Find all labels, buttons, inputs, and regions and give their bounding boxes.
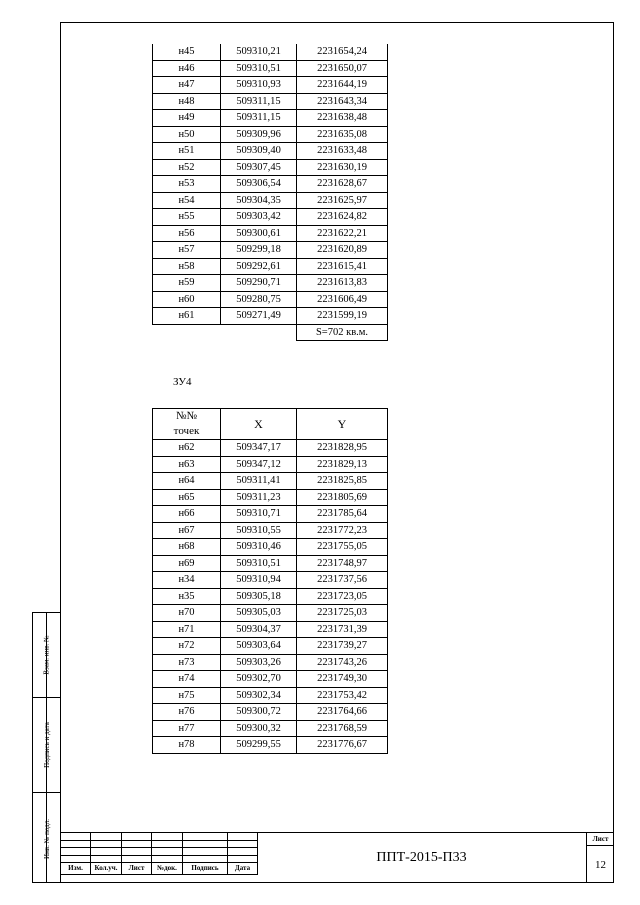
cell-point: н76	[153, 704, 221, 721]
cell-y: 2231628,67	[297, 176, 388, 193]
header-point-line2: точек	[173, 425, 200, 437]
table-row	[153, 720, 388, 737]
cell-x: 509310,93	[221, 77, 297, 94]
cell-point: н73	[153, 654, 221, 671]
cell-y: 2231644,19	[297, 77, 388, 94]
cell-x: 509300,72	[221, 704, 297, 721]
cell-x: 509290,71	[221, 275, 297, 292]
cell-y: 2231743,26	[297, 654, 388, 671]
cell-point: н45	[153, 44, 221, 60]
cell-x: 509271,49	[221, 308, 297, 325]
cell-point: н66	[153, 506, 221, 523]
cell-point: н54	[153, 192, 221, 209]
table-row	[153, 654, 388, 671]
cell-x: 509299,18	[221, 242, 297, 259]
vzam-inv-label: Взам. инв. №	[42, 635, 51, 675]
table-row	[153, 258, 388, 275]
cell-y: 2231622,21	[297, 225, 388, 242]
cell-x: 509310,46	[221, 539, 297, 556]
cell-point: н48	[153, 93, 221, 110]
table-row	[153, 77, 388, 94]
cell-y: 2231654,24	[297, 44, 388, 60]
vzam-inv-cell	[33, 613, 60, 698]
table-row	[153, 209, 388, 226]
table-row	[153, 704, 388, 721]
cell-point: н46	[153, 60, 221, 77]
cell-point: н78	[153, 737, 221, 754]
table-row	[153, 143, 388, 160]
table-row	[153, 44, 388, 60]
revision-grid	[60, 832, 258, 875]
cell-point: н61	[153, 308, 221, 325]
table-row	[153, 242, 388, 259]
cell-x: 509304,35	[221, 192, 297, 209]
table-row	[153, 159, 388, 176]
plot-label: ЗУ4	[173, 376, 192, 388]
signature-date-cell	[33, 698, 60, 793]
table-header-row	[153, 409, 388, 440]
cell-x: 509303,26	[221, 654, 297, 671]
cell-y: 2231723,05	[297, 588, 388, 605]
cell-x: 509310,51	[221, 555, 297, 572]
header-y: Y	[297, 409, 388, 440]
cell-y: 2231599,19	[297, 308, 388, 325]
table-row	[153, 473, 388, 490]
area-value: S=702 кв.м.	[297, 324, 388, 341]
cell-point: н52	[153, 159, 221, 176]
cell-point: н51	[153, 143, 221, 160]
cell-x: 509280,75	[221, 291, 297, 308]
cell-y: 2231633,48	[297, 143, 388, 160]
cell-x: 509310,94	[221, 572, 297, 589]
coordinates-table-continued	[152, 44, 388, 341]
cell-x: 509306,54	[221, 176, 297, 193]
coordinates-table-zu4	[152, 408, 388, 754]
cell-point: н50	[153, 126, 221, 143]
cell-point: н60	[153, 291, 221, 308]
cell-y: 2231737,56	[297, 572, 388, 589]
cell-x: 509310,21	[221, 44, 297, 60]
inv-original-label: Инв. № подл.	[42, 818, 51, 859]
cell-point: н49	[153, 110, 221, 127]
table-row	[153, 621, 388, 638]
cell-y: 2231739,27	[297, 638, 388, 655]
cell-y: 2231620,89	[297, 242, 388, 259]
revision-header: №док.	[152, 863, 183, 875]
header-x: X	[221, 409, 297, 440]
table-row	[153, 588, 388, 605]
table-row	[153, 110, 388, 127]
cell-y: 2231768,59	[297, 720, 388, 737]
cell-x: 509300,61	[221, 225, 297, 242]
table-row	[153, 291, 388, 308]
sheet-cell	[587, 832, 614, 883]
header-point-line1: №№	[176, 410, 197, 422]
cell-y: 2231606,49	[297, 291, 388, 308]
table-row	[153, 440, 388, 457]
cell-y: 2231772,23	[297, 522, 388, 539]
table-row	[153, 605, 388, 622]
cell-x: 509303,64	[221, 638, 297, 655]
sheet-number: 12	[595, 858, 606, 871]
revision-header: Изм.	[61, 863, 91, 875]
cell-point: н75	[153, 687, 221, 704]
cell-x: 509304,37	[221, 621, 297, 638]
cell-y: 2231828,95	[297, 440, 388, 457]
header-point	[153, 409, 221, 440]
cell-x: 509310,71	[221, 506, 297, 523]
cell-point: н77	[153, 720, 221, 737]
cell-point: н55	[153, 209, 221, 226]
cell-y: 2231725,03	[297, 605, 388, 622]
cell-x: 509292,61	[221, 258, 297, 275]
cell-x: 509347,17	[221, 440, 297, 457]
cell-y: 2231785,64	[297, 506, 388, 523]
cell-point: н56	[153, 225, 221, 242]
cell-point: н70	[153, 605, 221, 622]
cell-x: 509302,34	[221, 687, 297, 704]
cell-y: 2231755,05	[297, 539, 388, 556]
cell-x: 509309,96	[221, 126, 297, 143]
cell-x: 509300,32	[221, 720, 297, 737]
cell-y: 2231630,19	[297, 159, 388, 176]
cell-x: 509311,41	[221, 473, 297, 490]
table-row	[153, 555, 388, 572]
area-row	[153, 324, 388, 341]
cell-point: н62	[153, 440, 221, 457]
cell-y: 2231625,97	[297, 192, 388, 209]
cell-point: н68	[153, 539, 221, 556]
cell-point: н74	[153, 671, 221, 688]
table-row	[153, 671, 388, 688]
cell-x: 509311,23	[221, 489, 297, 506]
table-row	[153, 192, 388, 209]
cell-point: н53	[153, 176, 221, 193]
cell-point: н67	[153, 522, 221, 539]
table-row	[153, 456, 388, 473]
cell-point: н64	[153, 473, 221, 490]
cell-y: 2231749,30	[297, 671, 388, 688]
cell-y: 2231643,34	[297, 93, 388, 110]
cell-y: 2231748,97	[297, 555, 388, 572]
cell-x: 509305,18	[221, 588, 297, 605]
revision-header: Лист	[122, 863, 152, 875]
cell-point: н72	[153, 638, 221, 655]
document-code: ППТ-2015-П33	[257, 832, 587, 883]
table-row	[153, 126, 388, 143]
cell-y: 2231776,67	[297, 737, 388, 754]
table-row	[153, 60, 388, 77]
title-block	[60, 832, 614, 883]
cell-y: 2231825,85	[297, 473, 388, 490]
cell-point: н58	[153, 258, 221, 275]
table-row	[153, 572, 388, 589]
cell-y: 2231638,48	[297, 110, 388, 127]
cell-point: н71	[153, 621, 221, 638]
table-row	[153, 225, 388, 242]
cell-x: 509303,42	[221, 209, 297, 226]
cell-x: 509299,55	[221, 737, 297, 754]
cell-point: н69	[153, 555, 221, 572]
cell-point: н59	[153, 275, 221, 292]
revision-header: Дата	[228, 863, 258, 875]
table-row	[153, 308, 388, 325]
cell-x: 509347,12	[221, 456, 297, 473]
cell-point: н65	[153, 489, 221, 506]
table-row	[153, 489, 388, 506]
table-row	[153, 522, 388, 539]
cell-y: 2231805,69	[297, 489, 388, 506]
cell-y: 2231731,39	[297, 621, 388, 638]
cell-point: н34	[153, 572, 221, 589]
table-row	[153, 176, 388, 193]
cell-point: н63	[153, 456, 221, 473]
cell-x: 509311,15	[221, 93, 297, 110]
cell-x: 509307,45	[221, 159, 297, 176]
cell-x: 509305,03	[221, 605, 297, 622]
cell-y: 2231764,66	[297, 704, 388, 721]
table-row	[153, 687, 388, 704]
cell-point: н35	[153, 588, 221, 605]
table-row	[153, 93, 388, 110]
inv-original-cell	[33, 793, 60, 884]
table-row	[153, 539, 388, 556]
cell-y: 2231650,07	[297, 60, 388, 77]
cell-y: 2231624,82	[297, 209, 388, 226]
cell-y: 2231753,42	[297, 687, 388, 704]
cell-point: н57	[153, 242, 221, 259]
table-row	[153, 638, 388, 655]
cell-y: 2231829,13	[297, 456, 388, 473]
table-row	[153, 737, 388, 754]
revision-header: Подпись	[183, 863, 228, 875]
cell-y: 2231635,08	[297, 126, 388, 143]
revision-header: Кол.уч.	[91, 863, 122, 875]
cell-x: 509310,51	[221, 60, 297, 77]
cell-x: 509302,70	[221, 671, 297, 688]
cell-x: 509311,15	[221, 110, 297, 127]
signature-date-label: Подпись и дата	[42, 722, 51, 768]
left-stamp-strip	[32, 612, 60, 883]
cell-x: 509310,55	[221, 522, 297, 539]
table-row	[153, 275, 388, 292]
cell-y: 2231615,41	[297, 258, 388, 275]
cell-x: 509309,40	[221, 143, 297, 160]
cell-point: н47	[153, 77, 221, 94]
sheet-label: Лист	[587, 833, 614, 846]
table-row	[153, 506, 388, 523]
cell-y: 2231613,83	[297, 275, 388, 292]
